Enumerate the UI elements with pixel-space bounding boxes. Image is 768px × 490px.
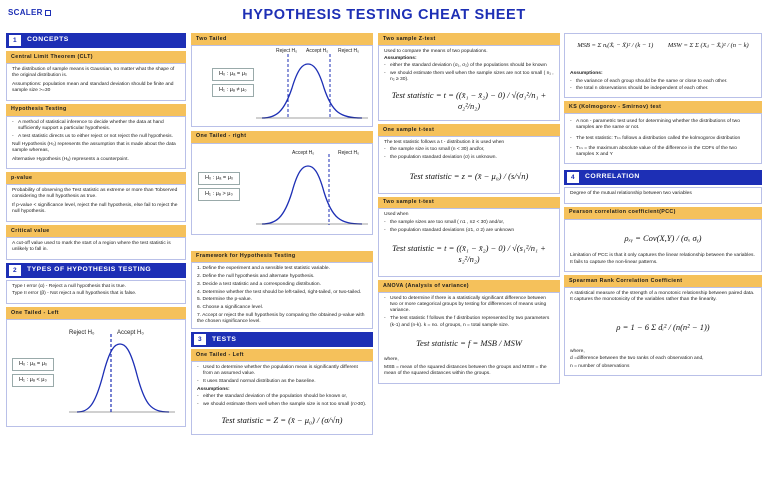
left-header: One Tailed - Left <box>6 307 186 319</box>
section-types: 2 TYPES OF HYPOTHESIS TESTING <box>6 263 186 278</box>
spearman-header: Spearman Rank Correlation Coefficient <box>564 275 762 287</box>
accept-label: Accept H₀ <box>306 47 329 54</box>
ks-header: KS (Kolmogorov - Smirnov) test <box>564 101 762 113</box>
two-tailed-header: Two Tailed <box>191 33 373 45</box>
corr-box: Degree of the mutual relationship between two variables <box>564 187 762 204</box>
pcc-formula: ρₓᵧ = Cov(X,Y) / (σₓ σᵧ) <box>624 232 702 243</box>
accept-label: Accept H₀ <box>292 149 315 156</box>
framework-box: 1. Define the experiment and a sensible test statistic variable. 2. Define the null hypothesis and alternate hypothesis. 3. Decide a test statistic and a corresponding distribution. 4. Determine whether the test should be left-tailed, right-tailed, or two-tailed. 5. Determine the p-value. 6. Choose a significance level. 7. Accept or reject the null hypothesis by comparing the obtained p-value with the chosen significance level. <box>191 262 373 329</box>
null-hypothesis: H₀ : μₐ = μ₀ <box>212 68 254 81</box>
z2-formula: Test statistic = t = ((x̄₁ − x̄₂) − 0) / √(σ₁²/n₁ + σ₂²/n₂) <box>391 90 547 112</box>
z2-header: Two sample Z-test <box>378 33 560 45</box>
null-hypothesis: H₀ : μₐ = μ₀ <box>12 358 54 371</box>
critical-box: A cut-off value used to mark the start of a region where the test statistic is unlikely to fall in. <box>6 237 186 260</box>
pvalue-box: Probability of observing the Test statistic as extreme or more than Tobserved considering the null hypothesis as true. If p-value < significance level, reject the null hypothesis, else fail to reject the null hypothesis. <box>6 184 186 222</box>
alt-hypothesis: H₁ : μₐ < μ₀ <box>12 374 54 387</box>
reject-label: Reject H₀ <box>69 329 95 336</box>
anova-formula: Test statistic = f = MSB / MSW <box>416 338 522 349</box>
clt-header: Central Limit Theorem (CLT) <box>6 51 186 63</box>
z2-box: Used to compare the means of two populations. Assumptions: - either the standard deviation (σ₁, σ₂) of the populations should be known - we should estimate them well when the sample sizes are not too small ( n₁ , n₂ ≥ 30). Test statistic = t = ((x̄₁ − x̄₂) − 0) / √(σ₁²/n₁ + σ₂²/n₂) <box>378 45 560 121</box>
ztest-header: One Tailed - Left <box>191 349 373 361</box>
anova-box: - Used to determine if there is a statistically significant difference between two or more categorical groups by testing for differences of means using variance. - The test statistic f follows the f distribution represented by two parameters (k-1) and (n-k). k = no. of groups, n = total sample size. Test statistic = f = MSB / MSW where, MSB = mean of the squared distances between the groups and MSW = the mean of the squared distances within the groups. <box>378 292 560 384</box>
reject-label: Reject H₀ <box>338 149 360 156</box>
reject-left-label: Reject H₀ <box>276 47 298 54</box>
types-box: Type I error (α) - Reject a null hypothesis that is true. Type II error (β) - Not reject a null hypothesis that is false. <box>6 280 186 304</box>
right-tail-graph <box>191 143 373 235</box>
section-concepts: 1 CONCEPTS <box>6 33 186 48</box>
ht-box: - A method of statistical inference to decide whether the data at hand sufficiently support a particular hypothesis. - A test statistic directs us to either reject or not reject the null hypothesis. Null Hypothesis (H₀) represents the assumption that is made about the data sample whereas, Alternative Hypothesis (Hₐ) represents a counterpoint. <box>6 116 186 170</box>
clt-box: The distribution of sample means is Gaussian, no matter what the shape of the original distribution is. Assumptions: population mean and standard deviation should be finite and sample size >=30 <box>6 63 186 101</box>
anova-formulas-box: MSB = Σ nᵢ(X̄ᵢ − X̄)² / (k − 1) MSW = Σ Σ (Xᵢⱼ − X̄ᵢ)² / (n − k) Assumptions: - the variance of each group should be the same or close to each other. - the total n observations should be independent of each other. <box>564 33 762 98</box>
pcc-header: Pearson correlation coefficient(PCC) <box>564 207 762 219</box>
reject-right-label: Reject H₀ <box>338 47 360 54</box>
t2-box: Used when - the sample sizes are too small ( n1 , n2 < 30) and/or, - the population standard deviations (σ1, σ 2) are unknown Test statistic = t = ((x̄₁ − x̄₂) − 0) / √(s₁²/n₁ + s₂²/n₂) <box>378 208 560 277</box>
ks-box: - A non - parametric test used for determining whether the distributions of two samples are the same or not. - The test statistic: Tₖₛ follows a distribution called the kolmogorov distribution - Tₖₛ = the maximum absolute value of the difference in the CDFs of the two samples X and Y <box>564 113 762 164</box>
two-tailed-graph <box>191 45 373 127</box>
msb-formula: MSB = Σ nᵢ(X̄ᵢ − X̄)² / (k − 1) <box>577 42 654 49</box>
column-4 <box>564 33 762 485</box>
column-1 <box>6 33 186 485</box>
null-hypothesis: H₀ : μₐ = μ₀ <box>198 172 240 185</box>
section-tests: 3 TESTS <box>191 332 373 347</box>
framework-header: Framework for Hypothesis Testing <box>191 251 373 263</box>
right-header: One Tailed - right <box>191 131 373 143</box>
accept-label: Accept H₀ <box>117 329 144 336</box>
t1-header: One sample t-test <box>378 124 560 136</box>
left-tail-graph <box>6 319 186 427</box>
section-correlation: 4 CORRELATION <box>564 170 762 185</box>
t1-formula: Test statistic = z = (x̄ − μ₀) / (s/√n) <box>409 170 529 181</box>
ztest-formula: Test statistic = Z = (x̄ − μ₀) / (σ/√n) <box>221 415 343 426</box>
column-2 <box>191 33 373 485</box>
pvalue-header: p-value <box>6 172 186 184</box>
t2-header: Two sample t-test <box>378 197 560 209</box>
t2-formula: Test statistic = t = ((x̄₁ − x̄₂) − 0) / √(s₁²/n₁ + s₂²/n₂) <box>392 243 546 265</box>
msw-formula: MSW = Σ Σ (Xᵢⱼ − X̄ᵢ)² / (n − k) <box>667 42 749 49</box>
scaler-logo: SCALER <box>8 8 51 18</box>
ztest-box: - Used to determine whether the population mean is significantly different from an assumed value. - It uses Standard normal distribution as the baseline. Assumptions: - either the standard deviation of the population should be known or, - we should estimate them well when the sample size is not too small (n>30). Test statistic = Z = (x̄ − μ₀) / (σ/√n) <box>191 361 373 435</box>
anova-header: ANOVA (Analysis of variance) <box>378 280 560 292</box>
column-3 <box>378 33 560 485</box>
ht-header: Hypothesis Testing <box>6 104 186 116</box>
critical-header: Critical value <box>6 225 186 237</box>
spearman-formula: ρ = 1 − 6 Σ dᵢ² / (n(n² − 1)) <box>616 322 710 333</box>
alt-hypothesis: H₁ : μₐ ≠ μ₀ <box>212 84 254 97</box>
alt-hypothesis: H₁ : μₐ > μ₀ <box>198 188 240 201</box>
page-title: HYPOTHESIS TESTING CHEAT SHEET <box>242 7 526 23</box>
t1-box: The test statistic follows a t - distribution it is used when - the sample size is too small (n < 30) and/or, - the population standard deviation (σ) is unknown. Test statistic = z = (x̄ − μ₀) / (s/√n) <box>378 136 560 194</box>
pcc-box: ρₓᵧ = Cov(X,Y) / (σₓ σᵧ) Limitation of PCC is that it only captures the linear relationship between the variables. It fails to capture the non-linear patterns. <box>564 219 762 273</box>
spearman-box: A statistical measure of the strength of a monotonic relationship between paired data. It captures the monotonicity of the variables rather than the linearity. ρ = 1 − 6 Σ dᵢ² / (n(n² − 1)) where, d =difference between the two ranks of each observation and, n = number of observations <box>564 287 762 376</box>
